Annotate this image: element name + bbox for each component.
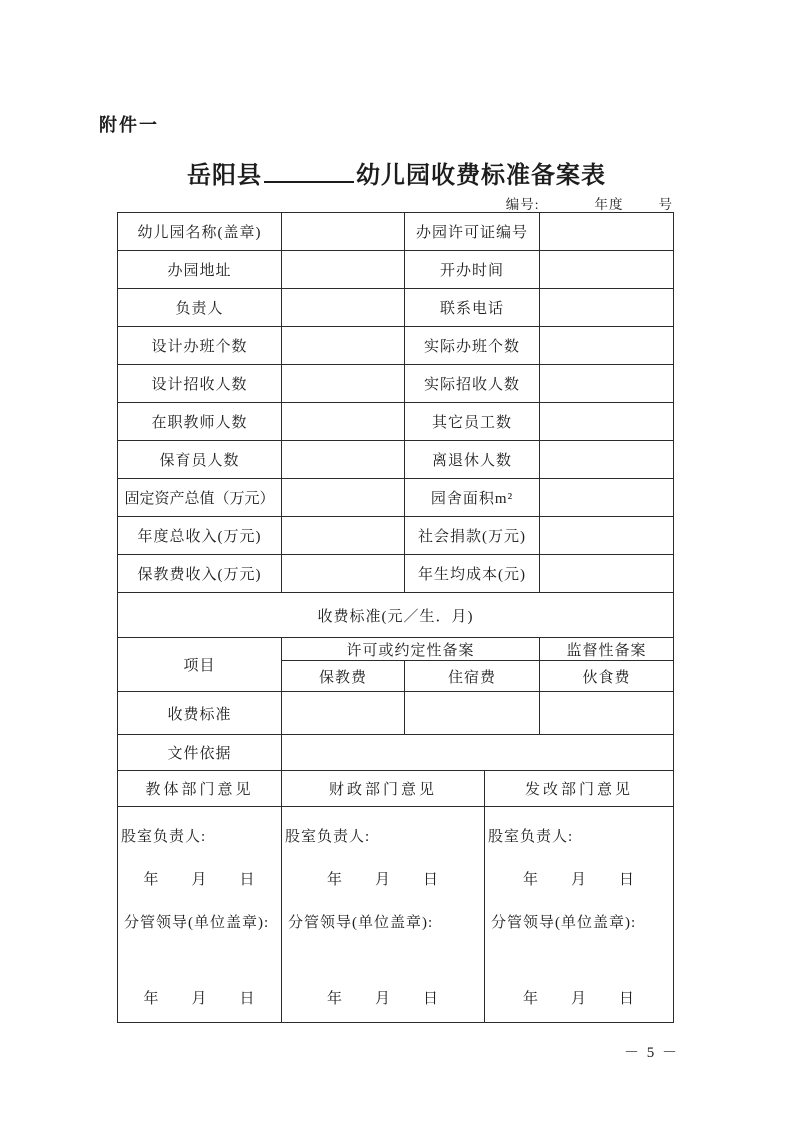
serial-no-label: 号 <box>658 197 673 212</box>
fee-standard-label-cell: 收费标准 <box>118 692 282 735</box>
fee-document-value-cell <box>282 735 674 771</box>
fee-standard-value-cell <box>540 692 674 735</box>
info-label-cell: 办园地址 <box>118 251 282 289</box>
fee-standard-value-cell <box>282 692 405 735</box>
signature-cell-finance <box>282 806 485 1022</box>
info-label-cell: 离退休人数 <box>405 441 540 479</box>
info-label-cell: 其它员工数 <box>405 403 540 441</box>
info-row <box>118 327 674 365</box>
opinion-header-cell: 财政部门意见 <box>282 770 485 806</box>
info-value-cell <box>540 213 674 251</box>
info-label-cell: 年生均成本(元) <box>405 555 540 593</box>
serial-year-label: 年度 <box>594 197 624 212</box>
info-row <box>118 479 674 517</box>
signature-block <box>282 807 484 1022</box>
info-value-cell <box>282 365 405 403</box>
info-value-cell <box>540 327 674 365</box>
signature-cell-education <box>118 806 282 1022</box>
info-value-cell <box>540 251 674 289</box>
info-label-cell: 园舍面积m² <box>405 479 540 517</box>
signature-leader-label: 分管领导(单位盖章): <box>491 914 637 931</box>
info-label-cell: 幼儿园名称(盖章) <box>118 213 282 251</box>
info-label-cell: 在职教师人数 <box>118 403 282 441</box>
info-label-cell: 社会捐款(万元) <box>405 517 540 555</box>
info-row <box>118 365 674 403</box>
fee-section-title-cell: 收费标准(元／生．月) <box>118 593 674 638</box>
info-label-cell: 负责人 <box>118 289 282 327</box>
info-label-cell: 实际招收人数 <box>405 365 540 403</box>
info-value-cell <box>282 289 405 327</box>
signature-leader-label: 分管领导(单位盖章): <box>288 914 434 931</box>
title-suffix: 幼儿园收费标准备案表 <box>356 163 606 189</box>
fee-item-header-cell: 项目 <box>118 638 282 692</box>
opinion-header-cell: 教体部门意见 <box>118 770 282 806</box>
info-label-cell: 设计招收人数 <box>118 365 282 403</box>
fee-document-row <box>118 735 674 771</box>
info-row <box>118 517 674 555</box>
info-value-cell <box>540 555 674 593</box>
signature-date-line: 年 月 日 <box>143 990 256 1007</box>
opinion-header-row <box>118 770 674 806</box>
info-label-cell: 办园许可证编号 <box>405 213 540 251</box>
serial-label: 编号: <box>505 197 540 212</box>
info-label-cell: 开办时间 <box>405 251 540 289</box>
signature-block <box>485 807 673 1022</box>
signature-chief-label: 股室负责人: <box>488 828 574 845</box>
opinion-signature-row <box>118 806 674 1022</box>
signature-date-line: 年 月 日 <box>522 990 635 1007</box>
info-value-cell <box>540 441 674 479</box>
info-value-cell <box>540 517 674 555</box>
signature-date-line: 年 月 日 <box>326 871 439 888</box>
fee-supervised-header-cell: 监督性备案 <box>540 638 674 661</box>
opinion-header-cell: 发改部门意见 <box>485 770 674 806</box>
fee-standard-row <box>118 692 674 735</box>
info-value-cell <box>282 555 405 593</box>
info-row <box>118 555 674 593</box>
page-title <box>0 155 793 190</box>
info-row <box>118 289 674 327</box>
signature-date-line: 年 月 日 <box>326 990 439 1007</box>
signature-leader-label: 分管领导(单位盖章): <box>124 914 270 931</box>
signature-date-line: 年 月 日 <box>522 871 635 888</box>
fee-type-cell: 伙食费 <box>540 661 674 692</box>
info-value-cell <box>282 327 405 365</box>
info-label-cell: 实际办班个数 <box>405 327 540 365</box>
fee-header-row-1 <box>118 638 674 661</box>
info-label-cell: 联系电话 <box>405 289 540 327</box>
info-row <box>118 251 674 289</box>
info-value-cell <box>282 403 405 441</box>
signature-cell-development <box>485 806 674 1022</box>
info-value-cell <box>282 251 405 289</box>
signature-block <box>118 807 281 1022</box>
title-prefix: 岳阳县 <box>187 163 262 189</box>
form-table-container <box>117 212 673 1023</box>
info-value-cell <box>282 441 405 479</box>
info-value-cell <box>282 517 405 555</box>
attachment-label: 附件一 <box>99 115 159 135</box>
signature-chief-label: 股室负责人: <box>121 828 207 845</box>
info-label-cell: 年度总收入(万元) <box>118 517 282 555</box>
fee-type-cell: 住宿费 <box>405 661 540 692</box>
info-row <box>118 213 674 251</box>
opinion-table <box>117 770 674 1023</box>
title-blank-line <box>264 179 354 183</box>
fee-standard-value-cell <box>405 692 540 735</box>
fee-section-title-row <box>118 593 674 638</box>
serial-blank-year <box>540 199 595 214</box>
info-row <box>118 441 674 479</box>
fee-document-label-cell: 文件依据 <box>118 735 282 771</box>
info-value-cell <box>540 365 674 403</box>
serial-blank-no <box>624 199 659 214</box>
info-value-cell <box>282 213 405 251</box>
info-value-cell <box>540 479 674 517</box>
signature-chief-label: 股室负责人: <box>285 828 371 845</box>
info-label-cell: 固定资产总值（万元） <box>118 479 282 517</box>
info-value-cell <box>540 289 674 327</box>
info-row <box>118 403 674 441</box>
info-table <box>117 212 674 771</box>
signature-date-line: 年 月 日 <box>143 871 256 888</box>
info-label-cell: 保教费收入(万元) <box>118 555 282 593</box>
info-value-cell <box>282 479 405 517</box>
fee-type-cell: 保教费 <box>282 661 405 692</box>
fee-licensed-header-cell: 许可或约定性备案 <box>282 638 540 661</box>
serial-line <box>506 193 673 213</box>
page-number: － 5 － <box>623 1045 679 1061</box>
info-value-cell <box>540 403 674 441</box>
info-label-cell: 设计办班个数 <box>118 327 282 365</box>
info-label-cell: 保育员人数 <box>118 441 282 479</box>
